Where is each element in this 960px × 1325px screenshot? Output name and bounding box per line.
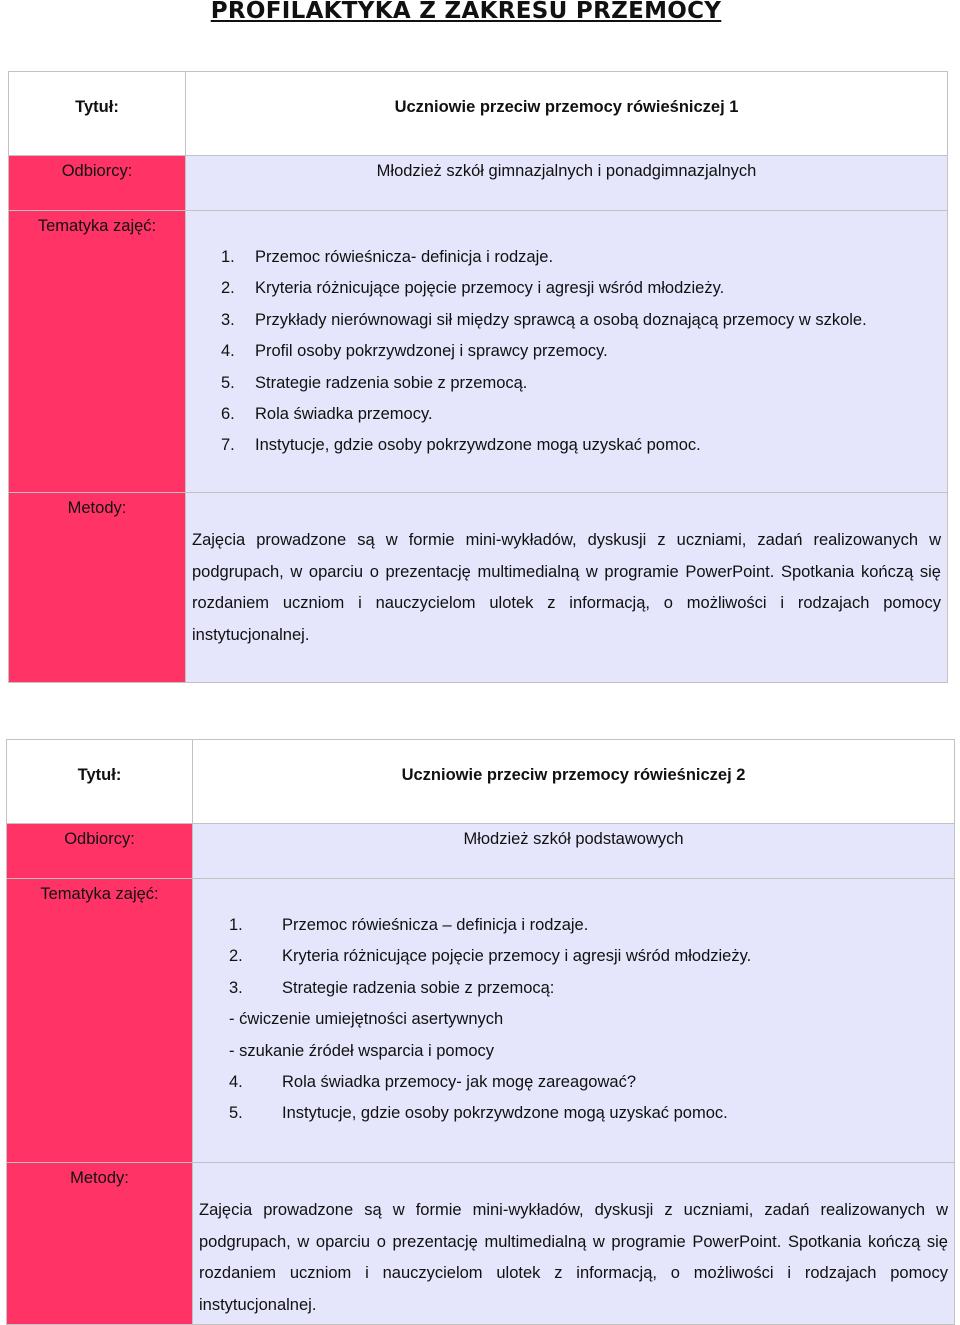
recipients-row	[7, 824, 955, 879]
title-value: Uczniowie przeciw przemocy rówieśniczej 1	[186, 72, 948, 156]
methods-label: Metody:	[7, 1163, 193, 1325]
document-title: PROFILAKTYKA Z ZAKRESU PRZEMOCY	[210, 0, 722, 24]
list-item	[229, 1036, 954, 1067]
list-item	[229, 1004, 954, 1035]
program-table-1	[8, 71, 948, 683]
topics-list	[229, 910, 954, 1130]
list-item	[221, 242, 947, 273]
title-row	[9, 72, 948, 156]
list-item	[221, 368, 947, 399]
list-item	[221, 399, 947, 430]
program-table-2	[6, 739, 955, 1325]
title-label: Tytuł:	[7, 740, 193, 824]
list-item	[229, 1067, 954, 1098]
title-row	[7, 740, 955, 824]
list-item-number: 1.	[221, 248, 235, 266]
list-item	[221, 430, 947, 461]
methods-row	[7, 1163, 955, 1325]
list-item-text: - szukanie źródeł wsparcia i pomocy	[229, 1041, 495, 1060]
list-item	[229, 941, 954, 972]
topics-cell	[186, 211, 948, 493]
list-item-number: 7.	[221, 436, 235, 455]
list-item-text: Przykłady nierównowagi sił między sprawcą a osobą doznającą przemocy w szkole.	[255, 310, 867, 329]
topics-row	[7, 879, 955, 1163]
topics-label: Tematyka zajęć:	[9, 211, 186, 493]
list-item-text: Strategie radzenia sobie z przemocą:	[282, 978, 555, 997]
list-item-number: 4.	[229, 1073, 243, 1092]
topics-label: Tematyka zajęć:	[7, 879, 193, 1163]
title-label: Tytuł:	[9, 72, 186, 156]
list-item-text: Strategie radzenia sobie z przemocą.	[255, 373, 528, 392]
topics-cell	[193, 879, 955, 1163]
methods-text: Zajęcia prowadzone są w formie mini-wykładów, dyskusji z uczniami, zadań realizowanych w podgrupach, w oparciu o prezentację multimedialną w programie PowerPoint. Spotkania kończą się rozdaniem uczniom i nauczycielom ulotek z informacją, o możliwości i rodzajach pomocy instytucjonalnej.	[192, 531, 941, 644]
list-item-text: Rola świadka przemocy- jak mogę zareagować?	[282, 1073, 636, 1092]
list-item-number: 5.	[221, 373, 235, 392]
list-item-text: - ćwiczenie umiejętności asertywnych	[229, 1010, 504, 1029]
list-item-number: 1.	[229, 916, 243, 934]
list-item	[229, 1098, 954, 1129]
methods-label: Metody:	[9, 493, 186, 683]
list-item-number: 2.	[221, 279, 235, 298]
recipients-value: Młodzież szkół podstawowych	[193, 824, 955, 879]
topics-list	[221, 242, 947, 462]
list-item-text: Kryteria różnicujące pojęcie przemocy i agresji wśród młodzieży.	[282, 947, 752, 966]
list-item	[229, 973, 954, 1004]
list-item-number: 5.	[229, 1104, 243, 1123]
methods-cell	[193, 1163, 955, 1325]
list-item-text: Rola świadka przemocy.	[255, 405, 433, 424]
list-item-text: Instytucje, gdzie osoby pokrzywdzone mogą uzyskać pomoc.	[282, 1104, 728, 1123]
recipients-label: Odbiorcy:	[7, 824, 193, 879]
list-item-text: Profil osoby pokrzywdzonej i sprawcy przemocy.	[255, 342, 608, 361]
recipients-value: Młodzież szkół gimnazjalnych i ponadgimnazjalnych	[186, 156, 948, 211]
list-item	[229, 910, 954, 941]
list-item-number: 6.	[221, 405, 235, 424]
methods-cell	[186, 493, 948, 683]
list-item-number: 3.	[229, 978, 243, 997]
list-item-number: 2.	[229, 947, 243, 966]
list-item-number: 3.	[221, 310, 235, 329]
list-item-text: Przemoc rówieśnicza- definicja i rodzaje.	[255, 248, 554, 266]
methods-row	[9, 493, 948, 683]
list-item	[221, 336, 947, 367]
list-item-text: Przemoc rówieśnicza – definicja i rodzaje.	[282, 916, 589, 934]
list-item-text: Instytucje, gdzie osoby pokrzywdzone mogą uzyskać pomoc.	[255, 436, 701, 455]
list-item-text: Kryteria różnicujące pojęcie przemocy i agresji wśród młodzieży.	[255, 279, 725, 298]
list-item	[221, 273, 947, 304]
recipients-row	[9, 156, 948, 211]
topics-row	[9, 211, 948, 493]
methods-text: Zajęcia prowadzone są w formie mini-wykładów, dyskusji z uczniami, zadań realizowanych w podgrupach, w oparciu o prezentację multimedialną w programie PowerPoint. Spotkania kończą się rozdaniem uczniom i nauczycielom ulotek z informacją, o możliwości i rodzajach pomocy instytucjonalnej.	[199, 1201, 948, 1314]
recipients-label: Odbiorcy:	[9, 156, 186, 211]
list-item-number: 4.	[221, 342, 235, 361]
list-item	[221, 305, 947, 336]
title-value: Uczniowie przeciw przemocy rówieśniczej 2	[193, 740, 955, 824]
